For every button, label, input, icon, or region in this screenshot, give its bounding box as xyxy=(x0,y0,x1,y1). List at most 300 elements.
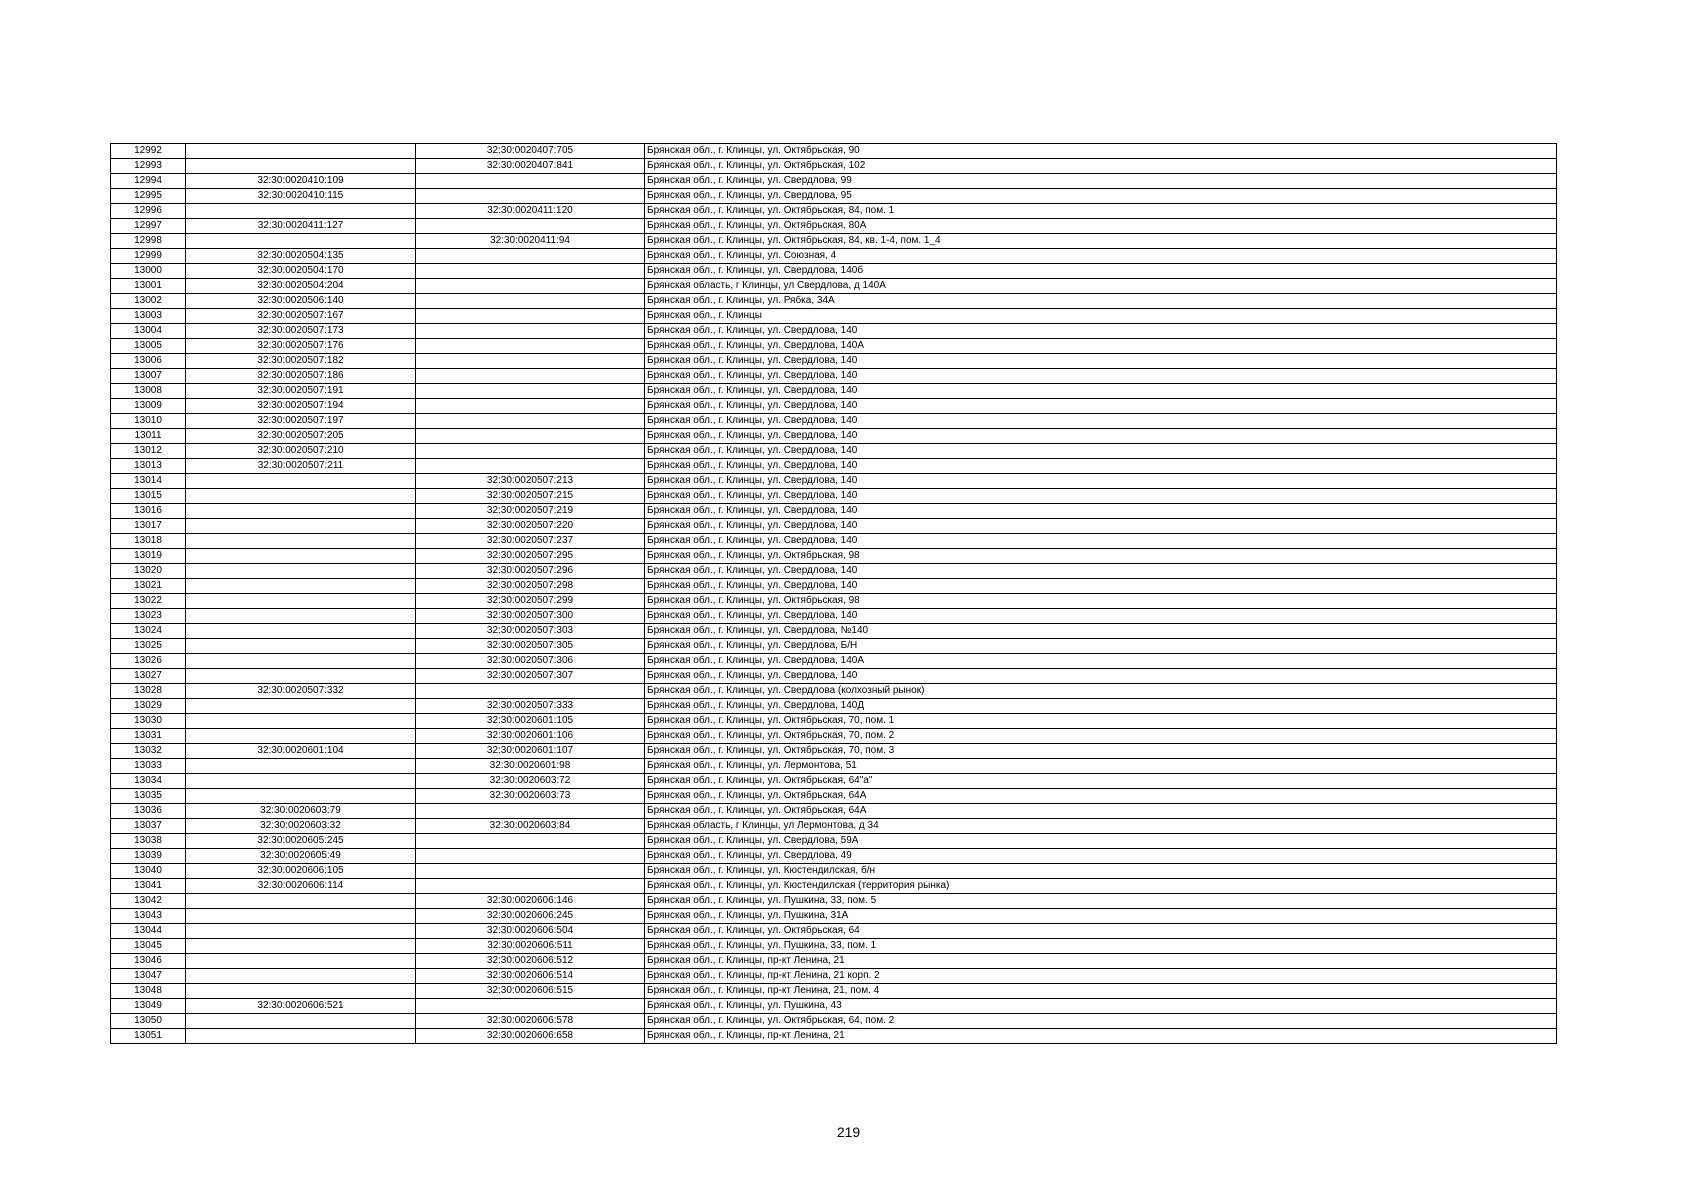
address-cell: Брянская обл., г. Клинцы, ул. Лермонтова, 51 xyxy=(645,759,1557,774)
cadastral-number-cell: 32:30:0020504:135 xyxy=(186,249,416,264)
related-cadastral-number-cell xyxy=(416,444,645,459)
row-number-cell: 13034 xyxy=(111,774,186,789)
cadastral-number-cell: 32:30:0020410:115 xyxy=(186,189,416,204)
table-row xyxy=(111,1029,1557,1044)
table-row xyxy=(111,909,1557,924)
related-cadastral-number-cell xyxy=(416,354,645,369)
address-cell: Брянская обл., г. Клинцы, пр-кт Ленина, 21 xyxy=(645,954,1557,969)
cadastral-number-cell: 32:30:0020507:176 xyxy=(186,339,416,354)
cadastral-number-cell xyxy=(186,234,416,249)
address-cell: Брянская обл., г. Клинцы, ул. Свердлова, 140 xyxy=(645,489,1557,504)
row-number-cell: 13019 xyxy=(111,549,186,564)
row-number-cell: 13011 xyxy=(111,429,186,444)
row-number-cell: 13032 xyxy=(111,744,186,759)
table-row xyxy=(111,189,1557,204)
related-cadastral-number-cell: 32:30:0020407:841 xyxy=(416,159,645,174)
address-cell: Брянская обл., г. Клинцы, ул. Свердлова, 49 xyxy=(645,849,1557,864)
address-cell: Брянская область, г Клинцы, ул Лермонтова, д 34 xyxy=(645,819,1557,834)
row-number-cell: 13036 xyxy=(111,804,186,819)
table-row xyxy=(111,474,1557,489)
table-row xyxy=(111,594,1557,609)
table-row xyxy=(111,369,1557,384)
related-cadastral-number-cell: 32:30:0020606:512 xyxy=(416,954,645,969)
related-cadastral-number-cell xyxy=(416,294,645,309)
row-number-cell: 13001 xyxy=(111,279,186,294)
address-cell: Брянская обл., г. Клинцы xyxy=(645,309,1557,324)
related-cadastral-number-cell xyxy=(416,219,645,234)
related-cadastral-number-cell: 32:30:0020606:658 xyxy=(416,1029,645,1044)
table-row xyxy=(111,1014,1557,1029)
table-row xyxy=(111,429,1557,444)
row-number-cell: 13022 xyxy=(111,594,186,609)
table-row xyxy=(111,444,1557,459)
row-number-cell: 13023 xyxy=(111,609,186,624)
table-row xyxy=(111,489,1557,504)
cadastral-number-cell xyxy=(186,549,416,564)
row-number-cell: 13021 xyxy=(111,579,186,594)
table-row xyxy=(111,939,1557,954)
address-cell: Брянская обл., г. Клинцы, ул. Пушкина, 31А xyxy=(645,909,1557,924)
address-cell: Брянская обл., г. Клинцы, ул. Свердлова, 140 xyxy=(645,399,1557,414)
row-number-cell: 13015 xyxy=(111,489,186,504)
row-number-cell: 12996 xyxy=(111,204,186,219)
cadastral-number-cell xyxy=(186,669,416,684)
table-row xyxy=(111,549,1557,564)
cadastral-number-cell xyxy=(186,159,416,174)
table-row xyxy=(111,459,1557,474)
row-number-cell: 13030 xyxy=(111,714,186,729)
table-row xyxy=(111,639,1557,654)
related-cadastral-number-cell: 32:30:0020601:105 xyxy=(416,714,645,729)
cadastral-number-cell xyxy=(186,609,416,624)
cadastral-number-cell: 32:30:0020507:194 xyxy=(186,399,416,414)
related-cadastral-number-cell: 32:30:0020507:213 xyxy=(416,474,645,489)
cadastral-number-cell: 32:30:0020507:197 xyxy=(186,414,416,429)
address-cell: Брянская обл., г. Клинцы, ул. Октябрьская, 70, пом. 3 xyxy=(645,744,1557,759)
address-cell: Брянская обл., г. Клинцы, ул. Рябка, 34А xyxy=(645,294,1557,309)
row-number-cell: 13017 xyxy=(111,519,186,534)
row-number-cell: 12998 xyxy=(111,234,186,249)
table-row xyxy=(111,609,1557,624)
address-cell: Брянская обл., г. Клинцы, ул. Октябрьская, 64А xyxy=(645,789,1557,804)
table-row xyxy=(111,249,1557,264)
row-number-cell: 13012 xyxy=(111,444,186,459)
address-cell: Брянская обл., г. Клинцы, ул. Свердлова, 140 xyxy=(645,474,1557,489)
cadastral-number-cell: 32:30:0020606:105 xyxy=(186,864,416,879)
address-cell: Брянская обл., г. Клинцы, ул. Свердлова, 140 xyxy=(645,384,1557,399)
cadastral-number-cell: 32:30:0020410:109 xyxy=(186,174,416,189)
row-number-cell: 13029 xyxy=(111,699,186,714)
address-cell: Брянская обл., г. Клинцы, ул. Свердлова, 140 xyxy=(645,429,1557,444)
related-cadastral-number-cell xyxy=(416,309,645,324)
related-cadastral-number-cell: 32:30:0020507:306 xyxy=(416,654,645,669)
table-row xyxy=(111,534,1557,549)
row-number-cell: 13020 xyxy=(111,564,186,579)
table-row xyxy=(111,384,1557,399)
registry-table xyxy=(110,143,1557,1044)
table-row xyxy=(111,159,1557,174)
table-row xyxy=(111,399,1557,414)
related-cadastral-number-cell: 32:30:0020606:578 xyxy=(416,1014,645,1029)
cadastral-number-cell xyxy=(186,984,416,999)
cadastral-number-cell: 32:30:0020507:191 xyxy=(186,384,416,399)
cadastral-number-cell xyxy=(186,924,416,939)
related-cadastral-number-cell xyxy=(416,174,645,189)
row-number-cell: 13007 xyxy=(111,369,186,384)
cadastral-number-cell: 32:30:0020507:332 xyxy=(186,684,416,699)
address-cell: Брянская обл., г. Клинцы, ул. Октябрьская, 64"а" xyxy=(645,774,1557,789)
table-row xyxy=(111,684,1557,699)
related-cadastral-number-cell: 32:30:0020411:120 xyxy=(416,204,645,219)
address-cell: Брянская обл., г. Клинцы, ул. Октябрьская, 64, пом. 2 xyxy=(645,1014,1557,1029)
address-cell: Брянская обл., г. Клинцы, ул. Свердлова, 140 xyxy=(645,564,1557,579)
related-cadastral-number-cell: 32:30:0020606:245 xyxy=(416,909,645,924)
related-cadastral-number-cell xyxy=(416,804,645,819)
related-cadastral-number-cell xyxy=(416,189,645,204)
page-number: 219 xyxy=(836,1124,861,1140)
cadastral-number-cell xyxy=(186,624,416,639)
row-number-cell: 13037 xyxy=(111,819,186,834)
address-cell: Брянская обл., г. Клинцы, ул. Свердлова, 140 xyxy=(645,324,1557,339)
related-cadastral-number-cell: 32:30:0020603:73 xyxy=(416,789,645,804)
row-number-cell: 13048 xyxy=(111,984,186,999)
row-number-cell: 13028 xyxy=(111,684,186,699)
table-row xyxy=(111,294,1557,309)
row-number-cell: 13018 xyxy=(111,534,186,549)
related-cadastral-number-cell: 32:30:0020507:296 xyxy=(416,564,645,579)
row-number-cell: 13013 xyxy=(111,459,186,474)
related-cadastral-number-cell: 32:30:0020507:299 xyxy=(416,594,645,609)
row-number-cell: 13051 xyxy=(111,1029,186,1044)
cadastral-number-cell: 32:30:0020507:167 xyxy=(186,309,416,324)
address-cell: Брянская обл., г. Клинцы, ул. Октябрьская, 70, пом. 1 xyxy=(645,714,1557,729)
row-number-cell: 13040 xyxy=(111,864,186,879)
cadastral-number-cell: 32:30:0020603:79 xyxy=(186,804,416,819)
related-cadastral-number-cell: 32:30:0020603:84 xyxy=(416,819,645,834)
registry-table-body xyxy=(111,144,1557,1044)
cadastral-number-cell: 32:30:0020506:140 xyxy=(186,294,416,309)
related-cadastral-number-cell xyxy=(416,459,645,474)
address-cell: Брянская обл., г. Клинцы, ул. Пушкина, 43 xyxy=(645,999,1557,1014)
cadastral-number-cell: 32:30:0020507:211 xyxy=(186,459,416,474)
related-cadastral-number-cell: 32:30:0020606:146 xyxy=(416,894,645,909)
row-number-cell: 13043 xyxy=(111,909,186,924)
address-cell: Брянская обл., г. Клинцы, ул. Свердлова, 140А xyxy=(645,339,1557,354)
row-number-cell: 12999 xyxy=(111,249,186,264)
address-cell: Брянская обл., г. Клинцы, ул. Свердлова, 140 xyxy=(645,369,1557,384)
table-row xyxy=(111,669,1557,684)
address-cell: Брянская обл., г. Клинцы, ул. Свердлова, 140 xyxy=(645,609,1557,624)
related-cadastral-number-cell: 32:30:0020407:705 xyxy=(416,144,645,159)
cadastral-number-cell: 32:30:0020507:173 xyxy=(186,324,416,339)
cadastral-number-cell xyxy=(186,534,416,549)
address-cell: Брянская обл., г. Клинцы, пр-кт Ленина, 21 xyxy=(645,1029,1557,1044)
table-row xyxy=(111,714,1557,729)
cadastral-number-cell: 32:30:0020507:205 xyxy=(186,429,416,444)
address-cell: Брянская обл., г. Клинцы, ул. Свердлова, 140б xyxy=(645,264,1557,279)
cadastral-number-cell xyxy=(186,144,416,159)
cadastral-number-cell xyxy=(186,489,416,504)
related-cadastral-number-cell: 32:30:0020507:220 xyxy=(416,519,645,534)
address-cell: Брянская обл., г. Клинцы, ул. Свердлова, 59А xyxy=(645,834,1557,849)
cadastral-number-cell xyxy=(186,909,416,924)
table-row xyxy=(111,144,1557,159)
row-number-cell: 13031 xyxy=(111,729,186,744)
related-cadastral-number-cell xyxy=(416,399,645,414)
address-cell: Брянская обл., г. Клинцы, ул. Свердлова (колхозный рынок) xyxy=(645,684,1557,699)
row-number-cell: 13026 xyxy=(111,654,186,669)
related-cadastral-number-cell: 32:30:0020603:72 xyxy=(416,774,645,789)
address-cell: Брянская обл., г. Клинцы, ул. Кюстендилская (территория рынка) xyxy=(645,879,1557,894)
row-number-cell: 13010 xyxy=(111,414,186,429)
table-row xyxy=(111,579,1557,594)
row-number-cell: 13027 xyxy=(111,669,186,684)
row-number-cell: 13025 xyxy=(111,639,186,654)
cadastral-number-cell xyxy=(186,594,416,609)
cadastral-number-cell: 32:30:0020507:210 xyxy=(186,444,416,459)
cadastral-number-cell xyxy=(186,699,416,714)
table-row xyxy=(111,894,1557,909)
cadastral-number-cell xyxy=(186,1029,416,1044)
row-number-cell: 13002 xyxy=(111,294,186,309)
related-cadastral-number-cell xyxy=(416,879,645,894)
address-cell: Брянская обл., г. Клинцы, ул. Пушкина, 33, пом. 1 xyxy=(645,939,1557,954)
cadastral-number-cell xyxy=(186,519,416,534)
row-number-cell: 13009 xyxy=(111,399,186,414)
cadastral-number-cell xyxy=(186,789,416,804)
related-cadastral-number-cell: 32:30:0020601:106 xyxy=(416,729,645,744)
address-cell: Брянская обл., г. Клинцы, ул. Октябрьская, 98 xyxy=(645,549,1557,564)
row-number-cell: 12994 xyxy=(111,174,186,189)
row-number-cell: 13039 xyxy=(111,849,186,864)
related-cadastral-number-cell: 32:30:0020507:307 xyxy=(416,669,645,684)
table-row xyxy=(111,354,1557,369)
related-cadastral-number-cell: 32:30:0020507:333 xyxy=(416,699,645,714)
cadastral-number-cell xyxy=(186,474,416,489)
address-cell: Брянская обл., г. Клинцы, пр-кт Ленина, 21 корп. 2 xyxy=(645,969,1557,984)
related-cadastral-number-cell xyxy=(416,384,645,399)
table-row xyxy=(111,174,1557,189)
row-number-cell: 13042 xyxy=(111,894,186,909)
table-row xyxy=(111,969,1557,984)
row-number-cell: 13016 xyxy=(111,504,186,519)
row-number-cell: 12993 xyxy=(111,159,186,174)
related-cadastral-number-cell xyxy=(416,324,645,339)
row-number-cell: 13006 xyxy=(111,354,186,369)
cadastral-number-cell: 32:30:0020605:245 xyxy=(186,834,416,849)
table-row xyxy=(111,744,1557,759)
address-cell: Брянская обл., г. Клинцы, пр-кт Ленина, 21, пом. 4 xyxy=(645,984,1557,999)
address-cell: Брянская обл., г. Клинцы, ул. Октябрьская, 64А xyxy=(645,804,1557,819)
cadastral-number-cell: 32:30:0020504:170 xyxy=(186,264,416,279)
cadastral-number-cell xyxy=(186,579,416,594)
table-row xyxy=(111,804,1557,819)
address-cell: Брянская обл., г. Клинцы, ул. Свердлова, 140 xyxy=(645,444,1557,459)
cadastral-number-cell: 32:30:0020605:49 xyxy=(186,849,416,864)
related-cadastral-number-cell: 32:30:0020507:303 xyxy=(416,624,645,639)
related-cadastral-number-cell: 32:30:0020606:511 xyxy=(416,939,645,954)
related-cadastral-number-cell: 32:30:0020507:215 xyxy=(416,489,645,504)
cadastral-number-cell xyxy=(186,939,416,954)
related-cadastral-number-cell xyxy=(416,339,645,354)
address-cell: Брянская обл., г. Клинцы, ул. Пушкина, 33, пом. 5 xyxy=(645,894,1557,909)
table-row xyxy=(111,309,1557,324)
table-row xyxy=(111,879,1557,894)
cadastral-number-cell xyxy=(186,894,416,909)
table-row xyxy=(111,279,1557,294)
table-row xyxy=(111,339,1557,354)
related-cadastral-number-cell: 32:30:0020411:94 xyxy=(416,234,645,249)
cadastral-number-cell: 32:30:0020507:182 xyxy=(186,354,416,369)
row-number-cell: 13047 xyxy=(111,969,186,984)
table-row xyxy=(111,999,1557,1014)
table-row xyxy=(111,324,1557,339)
cadastral-number-cell xyxy=(186,1014,416,1029)
address-cell: Брянская обл., г. Клинцы, ул. Октябрьская, 84, пом. 1 xyxy=(645,204,1557,219)
related-cadastral-number-cell: 32:30:0020507:219 xyxy=(416,504,645,519)
related-cadastral-number-cell xyxy=(416,414,645,429)
address-cell: Брянская обл., г. Клинцы, ул. Союзная, 4 xyxy=(645,249,1557,264)
cadastral-number-cell xyxy=(186,954,416,969)
table-row xyxy=(111,654,1557,669)
table-row xyxy=(111,204,1557,219)
table-row xyxy=(111,984,1557,999)
address-cell: Брянская обл., г. Клинцы, ул. Кюстендилская, б/н xyxy=(645,864,1557,879)
address-cell: Брянская обл., г. Клинцы, ул. Свердлова, 140 xyxy=(645,519,1557,534)
cadastral-number-cell: 32:30:0020606:114 xyxy=(186,879,416,894)
address-cell: Брянская обл., г. Клинцы, ул. Свердлова, 140 xyxy=(645,504,1557,519)
related-cadastral-number-cell: 32:30:0020606:515 xyxy=(416,984,645,999)
related-cadastral-number-cell xyxy=(416,834,645,849)
related-cadastral-number-cell: 32:30:0020606:504 xyxy=(416,924,645,939)
related-cadastral-number-cell xyxy=(416,849,645,864)
related-cadastral-number-cell xyxy=(416,264,645,279)
row-number-cell: 13005 xyxy=(111,339,186,354)
address-cell: Брянская обл., г. Клинцы, ул. Свердлова, 140 xyxy=(645,459,1557,474)
related-cadastral-number-cell xyxy=(416,429,645,444)
cadastral-number-cell xyxy=(186,564,416,579)
cadastral-number-cell: 32:30:0020507:186 xyxy=(186,369,416,384)
table-row xyxy=(111,519,1557,534)
row-number-cell: 13033 xyxy=(111,759,186,774)
row-number-cell: 13050 xyxy=(111,1014,186,1029)
row-number-cell: 13003 xyxy=(111,309,186,324)
address-cell: Брянская обл., г. Клинцы, ул. Свердлова, №140 xyxy=(645,624,1557,639)
table-row xyxy=(111,414,1557,429)
row-number-cell: 13038 xyxy=(111,834,186,849)
table-row xyxy=(111,789,1557,804)
related-cadastral-number-cell: 32:30:0020507:237 xyxy=(416,534,645,549)
row-number-cell: 12995 xyxy=(111,189,186,204)
related-cadastral-number-cell xyxy=(416,369,645,384)
address-cell: Брянская обл., г. Клинцы, ул. Октябрьская, 70, пом. 2 xyxy=(645,729,1557,744)
cadastral-number-cell xyxy=(186,774,416,789)
table-row xyxy=(111,504,1557,519)
cadastral-number-cell xyxy=(186,654,416,669)
row-number-cell: 13046 xyxy=(111,954,186,969)
address-cell: Брянская обл., г. Клинцы, ул. Свердлова, 140 xyxy=(645,669,1557,684)
related-cadastral-number-cell xyxy=(416,279,645,294)
row-number-cell: 13024 xyxy=(111,624,186,639)
row-number-cell: 13045 xyxy=(111,939,186,954)
address-cell: Брянская обл., г. Клинцы, ул. Свердлова, 140 xyxy=(645,534,1557,549)
table-row xyxy=(111,849,1557,864)
row-number-cell: 12992 xyxy=(111,144,186,159)
row-number-cell: 13014 xyxy=(111,474,186,489)
cadastral-number-cell: 32:30:0020504:204 xyxy=(186,279,416,294)
table-row xyxy=(111,564,1557,579)
row-number-cell: 13000 xyxy=(111,264,186,279)
cadastral-number-cell xyxy=(186,504,416,519)
cadastral-number-cell xyxy=(186,759,416,774)
table-row xyxy=(111,234,1557,249)
row-number-cell: 13035 xyxy=(111,789,186,804)
related-cadastral-number-cell: 32:30:0020507:298 xyxy=(416,579,645,594)
address-cell: Брянская обл., г. Клинцы, ул. Октябрьская, 102 xyxy=(645,159,1557,174)
address-cell: Брянская обл., г. Клинцы, ул. Свердлова, 140 xyxy=(645,354,1557,369)
address-cell: Брянская обл., г. Клинцы, ул. Свердлова, 140Д xyxy=(645,699,1557,714)
address-cell: Брянская обл., г. Клинцы, ул. Свердлова, Б/Н xyxy=(645,639,1557,654)
address-cell: Брянская обл., г. Клинцы, ул. Октябрьская, 64 xyxy=(645,924,1557,939)
address-cell: Брянская обл., г. Клинцы, ул. Свердлова, 140 xyxy=(645,414,1557,429)
related-cadastral-number-cell: 32:30:0020507:295 xyxy=(416,549,645,564)
row-number-cell: 13004 xyxy=(111,324,186,339)
cadastral-number-cell: 32:30:0020603:32 xyxy=(186,819,416,834)
table-row xyxy=(111,759,1557,774)
table-row xyxy=(111,954,1557,969)
row-number-cell: 13041 xyxy=(111,879,186,894)
table-row xyxy=(111,864,1557,879)
related-cadastral-number-cell: 32:30:0020601:98 xyxy=(416,759,645,774)
table-row xyxy=(111,834,1557,849)
related-cadastral-number-cell: 32:30:0020606:514 xyxy=(416,969,645,984)
table-row xyxy=(111,264,1557,279)
address-cell: Брянская обл., г. Клинцы, ул. Свердлова, 99 xyxy=(645,174,1557,189)
row-number-cell: 13008 xyxy=(111,384,186,399)
related-cadastral-number-cell xyxy=(416,999,645,1014)
related-cadastral-number-cell: 32:30:0020507:300 xyxy=(416,609,645,624)
cadastral-number-cell xyxy=(186,969,416,984)
address-cell: Брянская обл., г. Клинцы, ул. Октябрьская, 84, кв. 1-4, пом. 1_4 xyxy=(645,234,1557,249)
address-cell: Брянская обл., г. Клинцы, ул. Октябрьская, 98 xyxy=(645,594,1557,609)
address-cell: Брянская обл., г. Клинцы, ул. Свердлова, 140 xyxy=(645,579,1557,594)
address-cell: Брянская обл., г. Клинцы, ул. Свердлова, 140А xyxy=(645,654,1557,669)
table-row xyxy=(111,774,1557,789)
cadastral-number-cell xyxy=(186,729,416,744)
address-cell: Брянская обл., г. Клинцы, ул. Свердлова, 95 xyxy=(645,189,1557,204)
table-row xyxy=(111,729,1557,744)
related-cadastral-number-cell xyxy=(416,864,645,879)
table-row xyxy=(111,624,1557,639)
table-row xyxy=(111,924,1557,939)
table-row xyxy=(111,819,1557,834)
address-cell: Брянская обл., г. Клинцы, ул. Октябрьская, 80А xyxy=(645,219,1557,234)
row-number-cell: 13049 xyxy=(111,999,186,1014)
row-number-cell: 13044 xyxy=(111,924,186,939)
table-row xyxy=(111,219,1557,234)
related-cadastral-number-cell xyxy=(416,684,645,699)
cadastral-number-cell: 32:30:0020601:104 xyxy=(186,744,416,759)
cadastral-number-cell xyxy=(186,639,416,654)
address-cell: Брянская обл., г. Клинцы, ул. Октябрьская, 90 xyxy=(645,144,1557,159)
cadastral-number-cell: 32:30:0020411:127 xyxy=(186,219,416,234)
cadastral-number-cell: 32:30:0020606:521 xyxy=(186,999,416,1014)
table-row xyxy=(111,699,1557,714)
related-cadastral-number-cell: 32:30:0020601:107 xyxy=(416,744,645,759)
cadastral-number-cell xyxy=(186,204,416,219)
row-number-cell: 12997 xyxy=(111,219,186,234)
related-cadastral-number-cell xyxy=(416,249,645,264)
